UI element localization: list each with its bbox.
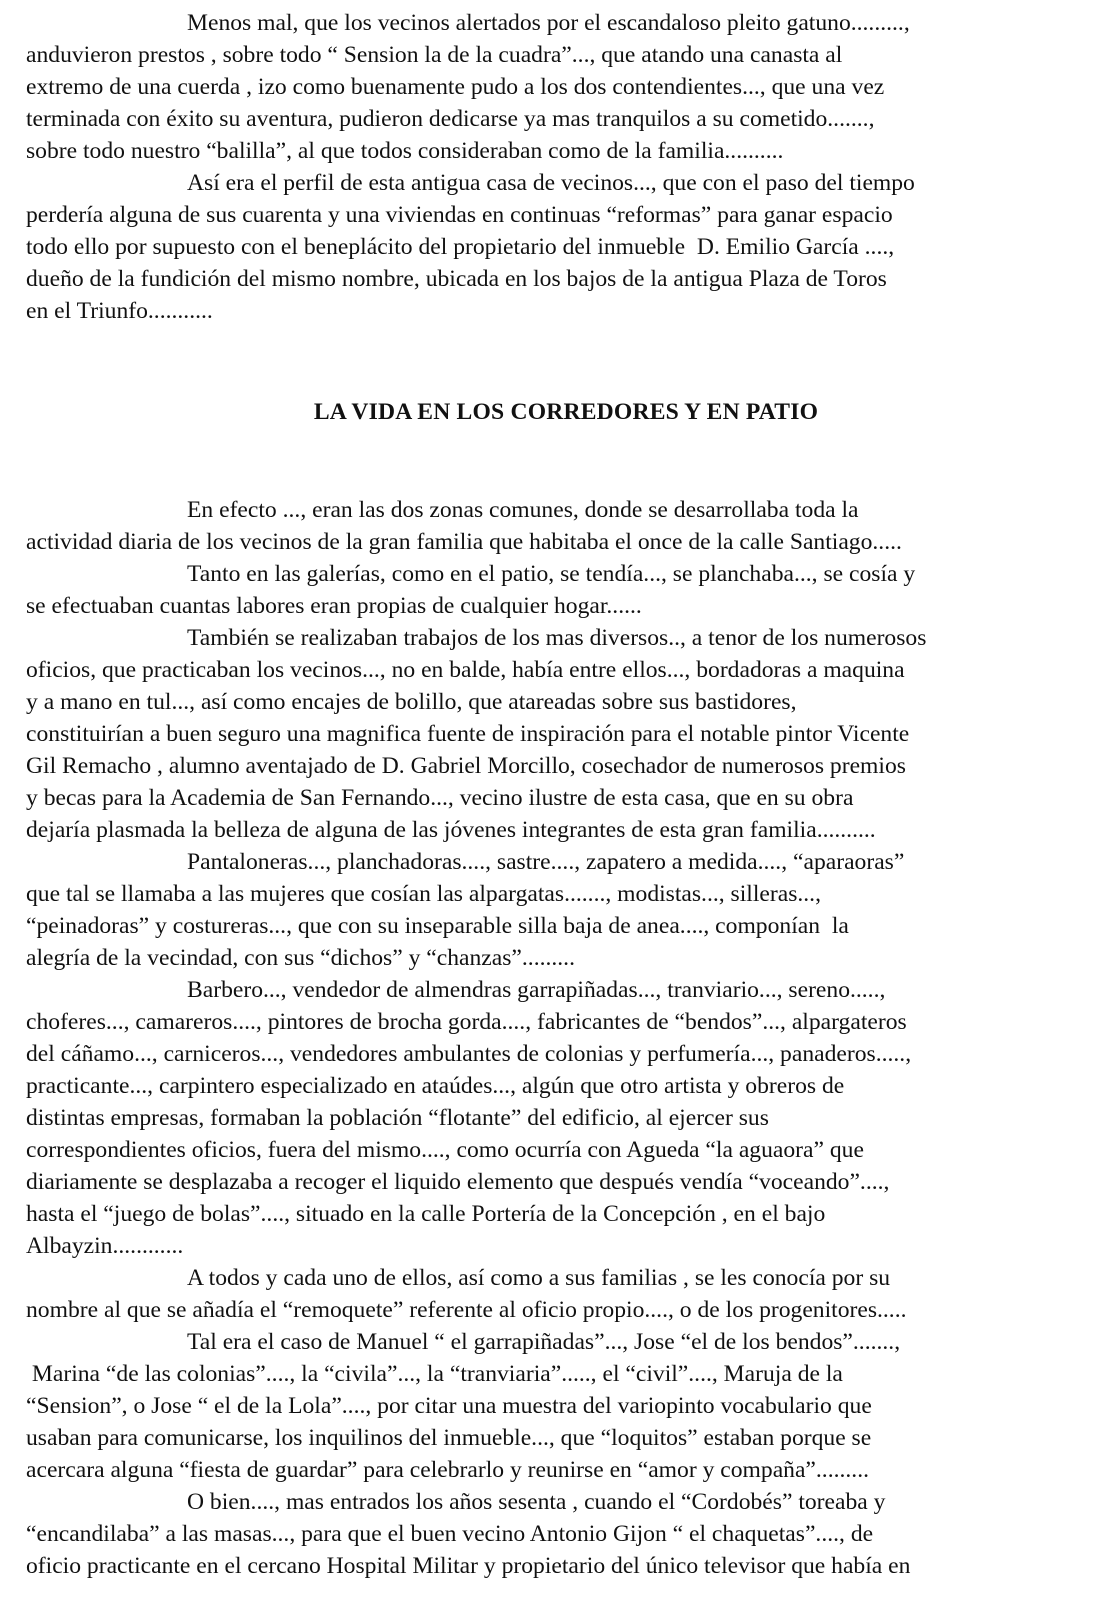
text-line: Tal era el caso de Manuel “ el garrapiñadas”..., Jose “el de los bendos”......., [187,1329,901,1355]
text-line: Gil Remacho , alumno aventajado de D. Gabriel Morcillo, cosechador de numerosos premios [26,753,906,779]
text-line: nombre al que se añadía el “remoquete” referente al oficio propio...., o de los progenitores..... [26,1297,907,1323]
text-line: A todos y cada uno de ellos, así como a sus familias , se les conocía por su [187,1265,891,1291]
text-line: Pantaloneras..., planchadoras...., sastre...., zapatero a medida...., “aparaoras” [187,849,905,875]
text-line: y becas para la Academia de San Fernando..., vecino ilustre de esta casa, que en su obra [26,785,854,811]
text-line: constituirían a buen seguro una magnifica fuente de inspiración para el notable pintor Vicente [26,721,910,747]
text-line: choferes..., camareros...., pintores de brocha gorda...., fabricantes de “bendos”..., alpargateros [26,1009,907,1035]
text-line: Menos mal, que los vecinos alertados por el escandaloso pleito gatuno........., [187,10,910,36]
text-line: hasta el “juego de bolas”...., situado en la calle Portería de la Concepción , en el bajo [26,1201,826,1227]
text-line: y a mano en tul..., así como encajes de bolillo, que atareadas sobre sus bastidores, [26,689,797,715]
text-line: en el Triunfo........... [26,298,213,324]
text-line: dueño de la fundición del mismo nombre, ubicada en los bajos de la antigua Plaza de Toros [26,266,887,292]
text-line: perdería alguna de sus cuarenta y una viviendas en continuas “reformas” para ganar espacio [26,202,893,228]
text-line: anduvieron prestos , sobre todo “ Sension la de la cuadra”..., que atando una canasta al [26,42,843,68]
text-line: se efectuaban cuantas labores eran propias de cualquier hogar...... [26,593,642,619]
text-line: Así era el perfil de esta antigua casa de vecinos..., que con el paso del tiempo [187,170,915,196]
text-line: extremo de una cuerda , izo como buenamente pudo a los dos contendientes..., que una vez [26,74,885,100]
text-line: sobre todo nuestro “balilla”, al que todos consideraban como de la familia.......... [26,138,784,164]
text-line: “encandilaba” a las masas..., para que el buen vecino Antonio Gijon “ el chaquetas”...., de [26,1521,874,1547]
section-heading: LA VIDA EN LOS CORREDORES Y EN PATIO [313,399,819,425]
text-line: En efecto ..., eran las dos zonas comunes, donde se desarrollaba toda la [187,497,859,523]
text-line: practicante..., carpintero especializado en ataúdes..., algún que otro artista y obreros de [26,1073,845,1099]
text-line: distintas empresas, formaban la población “flotante” del edificio, al ejercer sus [26,1105,769,1131]
text-line: correspondientes oficios, fuera del mismo...., como ocurría con Agueda “la aguaora” que [26,1137,864,1163]
text-line: terminada con éxito su aventura, pudieron dedicarse ya mas tranquilos a su cometido......., [26,106,875,132]
text-line: diariamente se desplazaba a recoger el liquido elemento que después vendía “voceando”...., [26,1169,890,1195]
text-line: “peinadoras” y costureras..., que con su inseparable silla baja de anea...., componían la [26,913,849,939]
text-line: O bien...., mas entrados los años sesenta , cuando el “Cordobés” toreaba y [187,1489,886,1515]
text-line: oficios, que practicaban los vecinos..., no en balde, había entre ellos..., bordadoras a maquina [26,657,905,683]
text-line: Tanto en las galerías, como en el patio, se tendía..., se planchaba..., se cosía y [187,561,916,587]
text-line: También se realizaban trabajos de los mas diversos.., a tenor de los numerosos [187,625,927,651]
text-line: actividad diaria de los vecinos de la gran familia que habitaba el once de la calle Santiago..... [26,529,902,555]
text-line: dejaría plasmada la belleza de alguna de las jóvenes integrantes de esta gran familia.......... [26,817,876,843]
text-line: del cáñamo..., carniceros..., vendedores ambulantes de colonias y perfumería..., panaderos....., [26,1041,912,1067]
text-line: usaban para comunicarse, los inquilinos del inmueble..., que “loquitos” estaban porque se [26,1425,872,1451]
text-line: acercara alguna “fiesta de guardar” para celebrarlo y reunirse en “amor y compaña”......... [26,1457,869,1483]
text-line: todo ello por supuesto con el beneplácito del propietario del inmueble D. Emilio García ...., [26,234,895,260]
text-line: alegría de la vecindad, con sus “dichos” y “chanzas”......... [26,945,575,971]
text-line: Albayzin............ [26,1233,184,1259]
text-line: Marina “de las colonias”...., la “civila”..., la “tranviaria”....., el “civil”...., Maruja de la [26,1361,843,1387]
text-line: “Sension”, o Jose “ el de la Lola”...., por citar una muestra del variopinto vocabulario que [26,1393,872,1419]
text-line: Barbero..., vendedor de almendras garrapiñadas..., tranviario..., sereno....., [187,977,886,1003]
text-line: que tal se llamaba a las mujeres que cosían las alpargatas......., modistas..., silleras..., [26,881,821,907]
text-line: oficio practicante en el cercano Hospital Militar y propietario del único televisor que había en [26,1553,911,1579]
